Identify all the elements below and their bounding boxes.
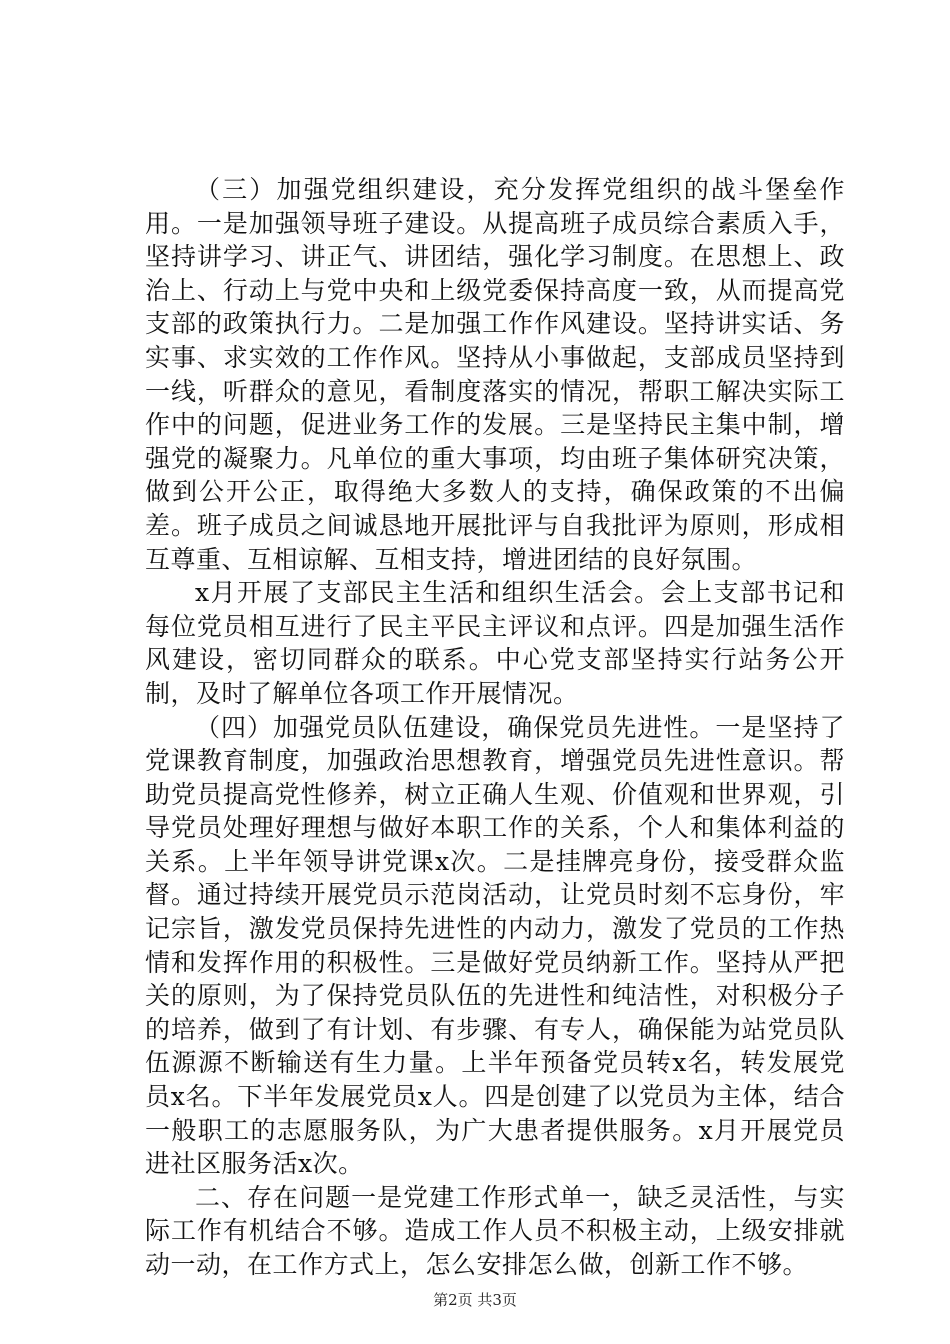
paragraph-existing-problems: 二、存在问题一是党建工作形式单一，缺乏灵活性，与实际工作有机结合不够。造成工作人员不积极主动，上级安排就动一动，在工作方式上，怎么安排怎么做，创新工作不够。	[145, 1182, 845, 1279]
document-body	[145, 173, 845, 1282]
paragraph-party-organization: （三）加强党组织建设，充分发挥党组织的战斗堡垒作用。一是加强领导班子建设。从提高班子成员综合素质入手，坚持讲学习、讲正气、讲团结，强化学习制度。在思想上、政治上、行动上与党中央和上级党委保持高度一致，从而提高党支部的政策执行力。二是加强工作作风建设。坚持讲实话、务实事、求实效的工作作风。坚持从小事做起，支部成员坚持到一线，听群众的意见，看制度落实的情况，帮职工解决实际工作中的问题，促进业务工作的发展。三是坚持民主集中制，增强党的凝聚力。凡单位的重大事项，均由班子集体研究决策，做到公开公正，取得绝大多数人的支持，确保政策的不出偏差。班子成员之间诚恳地开展批评与自我批评为原则，形成相互尊重、互相谅解、互相支持，增进团结的良好氛围。	[145, 175, 845, 574]
paragraph-party-member-team: （四）加强党员队伍建设，确保党员先进性。一是坚持了党课教育制度，加强政治思想教育，增强党员先进性意识。帮助党员提高党性修养，树立正确人生观、价值观和世界观，引导党员处理好理想与做好本职工作的关系，个人和集体利益的关系。上半年领导讲党课x次。二是挂牌亮身份，接受群众监督。通过持续开展党员示范岗活动，让党员时刻不忘身份，牢记宗旨，激发党员保持先进性的内动力，激发了党员的工作热情和发挥作用的积极性。三是做好党员纳新工作。坚持从严把关的原则，为了保持党员队伍的先进性和纯洁性，对积极分子的培养，做到了有计划、有步骤、有专人，确保能为站党员队伍源源不断输送有生力量。上半年预备党员转x名，转发展党员x名。下半年发展党员x人。四是创建了以党员为主体，结合一般职工的志愿服务队，为广大患者提供服务。x月开展党员进社区服务活x次。	[145, 712, 845, 1179]
paragraph-democratic-life-meeting: x月开展了支部民主生活和组织生活会。会上支部书记和每位党员相互进行了民主平民主评议和点评。四是加强生活作风建设，密切同群众的联系。中心党支部坚持实行站务公开制，及时了解单位各项工作开展情况。	[145, 578, 845, 708]
page-number-footer: 第2页 共3页	[433, 1291, 517, 1309]
